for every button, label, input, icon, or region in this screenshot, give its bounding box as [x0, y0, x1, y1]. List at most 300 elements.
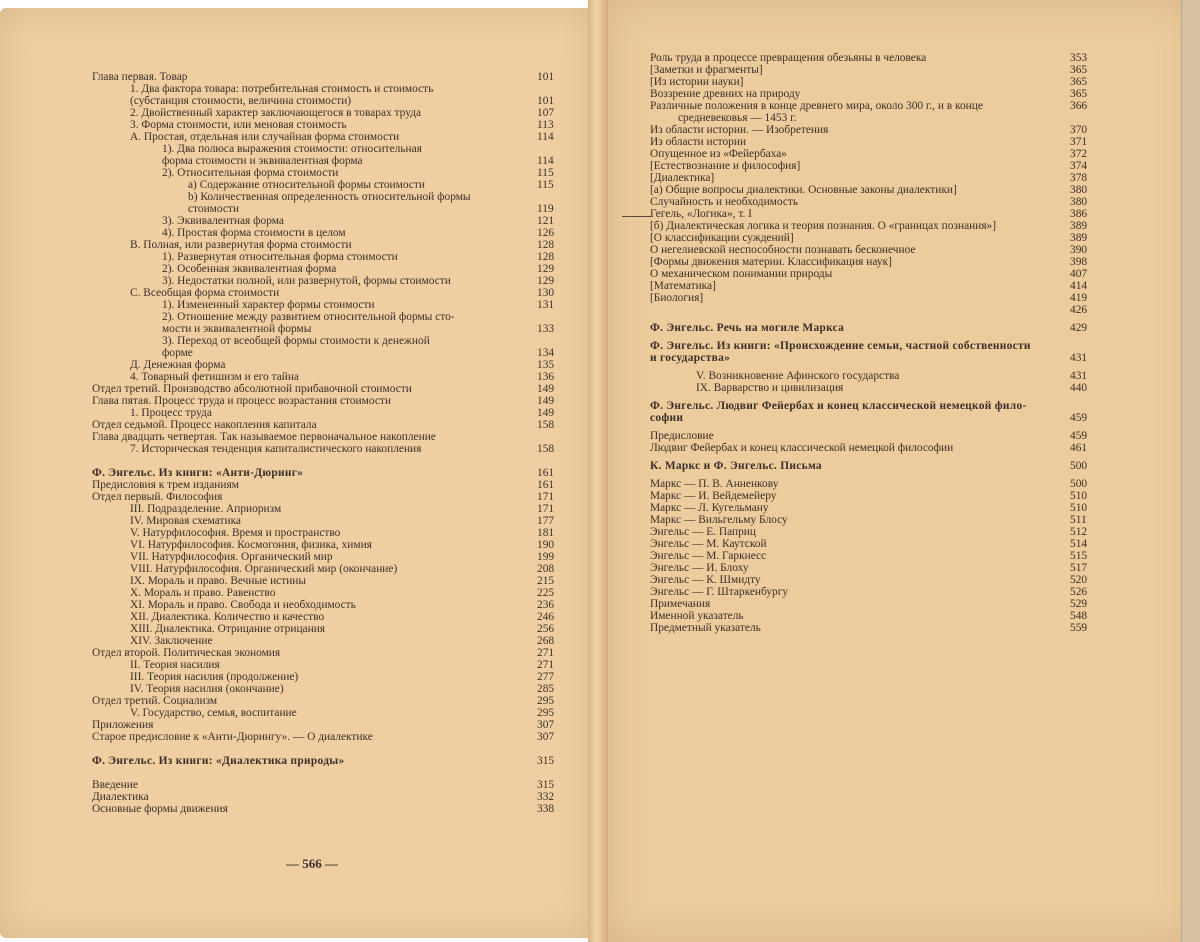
- toc-entry: [92, 395, 555, 407]
- toc-entry-page: 171: [537, 503, 555, 515]
- toc-entry: [92, 71, 555, 83]
- toc-entry: [696, 382, 1088, 394]
- toc-entry-title: VI. Натурфилософия. Космогония, физика, химия: [130, 539, 372, 551]
- toc-entry-title: [б) Диалектическая логика и теория познания. О «границах познания»]: [650, 220, 997, 232]
- toc-entry-page: 129: [537, 275, 555, 287]
- toc-entry-title: мости и эквивалентной формы: [162, 323, 312, 335]
- toc-entry-title: III. Подразделение. Априоризм: [130, 503, 282, 515]
- toc-entry-title: А. Простая, отдельная или случайная форма стоимости: [130, 131, 400, 143]
- toc-entry-page: 559: [1070, 622, 1088, 634]
- toc-entry-title: XI. Мораль и право. Свобода и необходимость: [130, 599, 356, 611]
- toc-entry: [650, 478, 1088, 490]
- toc-entry-page: 419: [1070, 292, 1088, 304]
- toc-entry-page: 459: [1070, 430, 1088, 442]
- toc-entry-title: [Формы движения материи. Классификация наук]: [650, 256, 892, 268]
- toc-entry: [650, 292, 1088, 304]
- toc-entry-title: Глава первая. Товар: [92, 71, 188, 83]
- toc-entry-title: IX. Варварство и цивилизация: [696, 382, 844, 394]
- toc-entry-title: Случайность и необходимость: [650, 196, 799, 208]
- toc-entry: [696, 370, 1088, 382]
- toc-entry-page: 526: [1070, 586, 1088, 598]
- toc-entry: [92, 779, 555, 791]
- toc-entry: [92, 755, 555, 767]
- toc-entry-page: 135: [537, 359, 555, 371]
- toc-entry: [130, 683, 555, 695]
- toc-entry-page: 511: [1070, 514, 1087, 526]
- toc-entry: [92, 431, 436, 443]
- toc-entry-title: О механическом понимании природы: [650, 268, 833, 280]
- toc-entry: [650, 256, 1088, 268]
- toc-entry-title: IX. Мораль и право. Вечные истины: [130, 575, 307, 587]
- toc-entry-title: XIV. Заключение: [130, 635, 213, 647]
- toc-entry-page: 101: [537, 71, 555, 83]
- toc-entry-title: VIII. Натурфилософия. Органический мир (окончание): [130, 563, 398, 575]
- toc-entry: [130, 287, 555, 299]
- toc-entry-title: [Естествознание и философия]: [650, 160, 801, 172]
- toc-entry-title: форма стоимости и эквивалентная форма: [162, 155, 363, 167]
- toc-entry: [650, 208, 1088, 220]
- toc-entry-title: Предисловия к трем изданиям: [92, 479, 239, 491]
- toc-entry-title: 4). Простая форма стоимости в целом: [162, 227, 346, 239]
- toc-entry: [130, 515, 555, 527]
- toc-entry: [162, 323, 555, 335]
- toc-entry-page: 113: [537, 119, 554, 131]
- toc-entry-title: Основные формы движения: [92, 803, 228, 815]
- toc-entry-title: Отдел первый. Философия: [92, 491, 223, 503]
- toc-entry-page: 114: [537, 155, 554, 167]
- toc-entry: [650, 400, 1027, 412]
- toc-entry: [130, 359, 555, 371]
- toc-entry-title: Ф. Энгельс. Из книги: «Происхождение семьи, частной собственности: [650, 340, 1031, 352]
- toc-entry-title: Энгельс — Г. Штаркенбургу: [650, 586, 789, 598]
- toc-entry-title: 1). Развернутая относительная форма стоимости: [162, 251, 398, 263]
- pencil-mark: [622, 216, 652, 217]
- toc-entry: [650, 232, 1088, 244]
- toc-entry-title: 3). Недостатки полной, или развернутой, формы стоимости: [162, 275, 451, 287]
- toc-entry-page: 271: [537, 647, 555, 659]
- toc-entry: [92, 491, 555, 503]
- toc-entry-page: 372: [1070, 148, 1088, 160]
- toc-entry-title: X. Мораль и право. Равенство: [130, 587, 276, 599]
- toc-entry-page: 371: [1070, 136, 1088, 148]
- toc-entry: [650, 280, 1088, 292]
- toc-entry-page: 171: [537, 491, 555, 503]
- toc-entry-title: Энгельс — И. Блоху: [650, 562, 749, 574]
- toc-entry-page: 548: [1070, 610, 1088, 622]
- toc-entry: [130, 551, 555, 563]
- toc-entry: [130, 623, 555, 635]
- toc-entry: [130, 131, 554, 143]
- toc-entry-title: [Заметки и фрагменты]: [650, 64, 763, 76]
- toc-entry-title: Отдел седьмой. Процесс накопления капитала: [92, 419, 317, 431]
- toc-entry: [162, 263, 555, 275]
- toc-entry-page: 236: [537, 599, 555, 611]
- toc-entry-page: 130: [537, 287, 555, 299]
- toc-entry-title: 3. Форма стоимости, или меновая стоимость: [130, 119, 347, 131]
- toc-entry-page: 199: [537, 551, 555, 563]
- toc-entry-title: С. Всеобщая форма стоимости: [130, 287, 280, 299]
- toc-entry: [92, 383, 555, 395]
- toc-entry: [650, 586, 1088, 598]
- toc-entry: [162, 227, 555, 239]
- toc-entry-page: 332: [537, 791, 555, 803]
- toc-entry-page: 246: [537, 611, 555, 623]
- toc-entry: [650, 88, 1088, 100]
- toc-entry-title: Введение: [92, 779, 138, 791]
- toc-entry: [650, 76, 1088, 88]
- toc-entry-title: 2). Отношение между развитием относительной формы сто-: [162, 311, 455, 323]
- toc-entry-title: [О классификации суждений]: [650, 232, 794, 244]
- toc-entry: [130, 611, 555, 623]
- toc-entry-title: Глава двадцать четвертая. Так называемое первоначальное накопление: [92, 431, 436, 443]
- toc-entry: [650, 148, 1088, 160]
- toc-entry-title: 2. Двойственный характер заключающегося в товарах труда: [130, 107, 422, 119]
- toc-entry-title: Опущенное из «Фейербаха»: [650, 148, 787, 160]
- toc-entry-page: 161: [537, 467, 555, 479]
- toc-entry: [650, 196, 1088, 208]
- toc-entry-page: 271: [537, 659, 555, 671]
- toc-entry-page: 129: [537, 263, 555, 275]
- toc-entry: [678, 112, 796, 124]
- toc-entry-page: 149: [537, 407, 555, 419]
- toc-entry-title: XII. Диалектика. Количество и качество: [130, 611, 325, 623]
- toc-entry-title: Диалектика: [92, 791, 149, 803]
- toc-entry-title: b) Количественная определенность относительной формы: [188, 191, 471, 203]
- toc-entry: [650, 514, 1087, 526]
- toc-entry-page: 389: [1070, 232, 1088, 244]
- toc-entry-page: 215: [537, 575, 555, 587]
- toc-entry: [92, 719, 555, 731]
- toc-entry-title: IV. Мировая схематика: [130, 515, 241, 527]
- toc-entry-title: Энгельс — К. Шмидту: [650, 574, 761, 586]
- toc-entry-page: 177: [537, 515, 555, 527]
- toc-entry-title: Ф. Энгельс. Речь на могиле Маркса: [650, 322, 845, 334]
- toc-entry: [650, 430, 1088, 442]
- toc-entry-page: 149: [537, 395, 555, 407]
- toc-entry-title: XIII. Диалектика. Отрицание отрицания: [130, 623, 326, 635]
- toc-entry-page: 520: [1070, 574, 1088, 586]
- toc-entry-page: 128: [537, 239, 555, 251]
- toc-entry: [92, 791, 555, 803]
- toc-entry-title: IV. Теория насилия (окончание): [130, 683, 284, 695]
- toc-entry: [162, 275, 555, 287]
- toc-entry-page: 190: [537, 539, 555, 551]
- toc-entry-title: средневековья — 1453 г.: [678, 112, 797, 124]
- toc-entry-page: 277: [537, 671, 555, 683]
- toc-entry-title: [Диалектика]: [650, 172, 715, 184]
- toc-entry: [650, 160, 1088, 172]
- toc-entry-title: Примечания: [650, 598, 711, 610]
- toc-entry-page: 181: [537, 527, 555, 539]
- toc-entry-title: Роль труда в процессе превращения обезьяны в человека: [650, 52, 927, 64]
- toc-entry-title: Отдел третий. Социализм: [92, 695, 218, 707]
- toc-entry-title: Д. Денежная форма: [130, 359, 226, 371]
- toc-entry: [650, 562, 1088, 574]
- toc-entry: [650, 610, 1088, 622]
- toc-entry-page: 295: [537, 707, 555, 719]
- toc-entry-page: 126: [537, 227, 555, 239]
- toc-entry-page: 365: [1070, 88, 1088, 100]
- toc-entry-title: Гегель, «Логика», т. I: [650, 208, 752, 220]
- toc-entry: [130, 239, 555, 251]
- toc-entry-title: 2). Относительная форма стоимости: [162, 167, 339, 179]
- toc-entry-page: 459: [1070, 412, 1088, 424]
- toc-entry: [92, 695, 555, 707]
- toc-entry: [188, 203, 554, 215]
- toc-entry: [188, 191, 471, 203]
- toc-entry-page: 161: [537, 479, 555, 491]
- toc-entry: [650, 340, 1031, 352]
- toc-entry-page: 380: [1070, 196, 1088, 208]
- toc-entry: [130, 371, 555, 383]
- toc-entry: [650, 52, 1088, 64]
- toc-entry-page: 431: [1070, 352, 1088, 364]
- toc-entry-page: 315: [537, 755, 555, 767]
- toc-entry: [650, 124, 1088, 136]
- toc-entry: [130, 83, 433, 95]
- toc-entry-title: III. Теория насилия (продолжение): [130, 671, 299, 683]
- toc-entry-title: [а) Общие вопросы диалектики. Основные законы диалектики]: [650, 184, 957, 196]
- toc-entry-page: 315: [537, 779, 555, 791]
- book-spine: [588, 0, 610, 942]
- toc-entry-page: 374: [1070, 160, 1088, 172]
- toc-entry-page: 500: [1070, 478, 1088, 490]
- toc-entry: [130, 407, 555, 419]
- toc-entry: [162, 335, 430, 347]
- toc-entry-title: Маркс — Вильгельму Блосу: [650, 514, 788, 526]
- toc-entry: [162, 311, 455, 323]
- toc-entry-page: 158: [537, 443, 555, 455]
- toc-entry-page: 131: [537, 299, 555, 311]
- toc-entry-page: 515: [1070, 550, 1088, 562]
- toc-entry: [650, 412, 1088, 424]
- toc-entry: [162, 251, 555, 263]
- toc-entry-page: 378: [1070, 172, 1088, 184]
- toc-entry-title: II. Теория насилия: [130, 659, 220, 671]
- toc-entry: [130, 671, 555, 683]
- book-cover-edge: [1181, 0, 1200, 942]
- toc-entry: [650, 442, 1088, 454]
- toc-entry-page: 398: [1070, 256, 1088, 268]
- toc-entry: [130, 587, 555, 599]
- toc-entry: [162, 167, 554, 179]
- toc-entry: [650, 526, 1088, 538]
- toc-entry: [162, 155, 554, 167]
- toc-entry-page: 128: [537, 251, 555, 263]
- toc-entry: [650, 322, 1088, 334]
- toc-entry-page: 307: [537, 731, 555, 743]
- toc-entry-title: [Математика]: [650, 280, 716, 292]
- toc-entry: [130, 635, 555, 647]
- toc-entry-title: Энгельс — М. Гаркнесс: [650, 550, 767, 562]
- toc-entry: [650, 538, 1088, 550]
- toc-entry-title: стоимости: [188, 203, 239, 215]
- toc-entry-page: 461: [1070, 442, 1088, 454]
- toc-entry-title: К. Маркс и Ф. Энгельс. Письма: [650, 460, 822, 472]
- toc-entry-page: 295: [537, 695, 555, 707]
- toc-entry-title: a) Содержание относительной формы стоимости: [188, 179, 425, 191]
- toc-entry-page: 285: [537, 683, 555, 695]
- toc-entry-page: 136: [537, 371, 555, 383]
- toc-entry-page: 407: [1070, 268, 1088, 280]
- toc-entry-page: 380: [1070, 184, 1088, 196]
- toc-entry-title: VII. Натурфилософия. Органический мир: [130, 551, 333, 563]
- toc-entry-page: 115: [537, 167, 554, 179]
- toc-entry-page: 256: [537, 623, 555, 635]
- toc-entry: [130, 443, 555, 455]
- toc-entry-title: Именной указатель: [650, 610, 744, 622]
- toc-entry-title: Ф. Энгельс. Из книги: «Анти-Дюринг»: [92, 467, 304, 479]
- toc-entry-title: О негелиевской неспособности познавать бесконечное: [650, 244, 916, 256]
- toc-entry-title: 4. Товарный фетишизм и его тайна: [130, 371, 299, 383]
- toc-entry-title: Энгельс — М. Каутской: [650, 538, 767, 550]
- toc-entry: [650, 352, 1088, 364]
- toc-entry-page: 208: [537, 563, 555, 575]
- toc-entry-title: 3). Переход от всеобщей формы стоимости к денежной: [162, 335, 430, 347]
- toc-entry: [92, 479, 555, 491]
- toc-entry-title: В. Полная, или развернутая форма стоимости: [130, 239, 352, 251]
- toc-entry-page: 389: [1070, 220, 1088, 232]
- toc-entry: [130, 563, 555, 575]
- toc-entry-title: 1. Процесс труда: [130, 407, 212, 419]
- toc-entry-title: 1). Измененный характер формы стоимости: [162, 299, 375, 311]
- toc-entry-title: Отдел второй. Политическая экономия: [92, 647, 281, 659]
- toc-entry-page: 268: [537, 635, 555, 647]
- toc-entry: [162, 299, 555, 311]
- toc-entry-title: Маркс — П. В. Анненкову: [650, 478, 779, 490]
- toc-entry-page: 365: [1070, 76, 1088, 88]
- toc-entry-page: 370: [1070, 124, 1088, 136]
- toc-entry-title: форме: [162, 347, 193, 359]
- toc-entry: [130, 95, 555, 107]
- toc-entry: [130, 659, 555, 671]
- toc-entry: [92, 419, 555, 431]
- toc-entry-page: 121: [537, 215, 555, 227]
- toc-entry: [130, 503, 555, 515]
- toc-entry-title: 2). Особенная эквивалентная форма: [162, 263, 337, 275]
- toc-entry-title: Из области истории. — Изобретения: [650, 124, 829, 136]
- toc-entry: [188, 179, 554, 191]
- toc-entry-title: Ф. Энгельс. Из книги: «Диалектика природы»: [92, 755, 345, 767]
- toc-entry-title: Различные положения в конце древнего мира, около 300 г., и в конце: [650, 100, 983, 112]
- toc-entry: [92, 803, 555, 815]
- page-number: — 566 —: [286, 856, 338, 871]
- toc-entry-page: 115: [537, 179, 554, 191]
- toc-entry-page: 119: [537, 203, 554, 215]
- toc-entry-title: Маркс — И. Вейдемейеру: [650, 490, 777, 502]
- toc-entry-page: 225: [537, 587, 555, 599]
- toc-entry: [650, 172, 1088, 184]
- toc-entry-page: 431: [1070, 370, 1088, 382]
- toc-entry-page: 107: [537, 107, 555, 119]
- toc-entry: [92, 731, 555, 743]
- toc-entry: [650, 184, 1088, 196]
- toc-entry: [650, 622, 1088, 634]
- toc-entry-page: 158: [537, 419, 555, 431]
- toc-entry: [650, 136, 1088, 148]
- toc-entry: [650, 550, 1088, 562]
- toc-entry-page: 517: [1070, 562, 1088, 574]
- toc-entry: [650, 220, 1088, 232]
- toc-entry: [162, 347, 555, 359]
- toc-entry-title: 3). Эквивалентная форма: [162, 215, 284, 227]
- toc-entry: [162, 143, 422, 155]
- toc-entry-title: [Из истории науки]: [650, 76, 744, 88]
- toc-entry-title: 1. Два фактора товара: потребительная стоимость и стоимость: [130, 83, 434, 95]
- toc-entry-page: 426: [1070, 304, 1088, 316]
- toc-entry-title: Приложения: [92, 719, 154, 731]
- toc-entry-page: 510: [1070, 502, 1088, 514]
- toc-entry-title: Предисловие: [650, 430, 714, 442]
- toc-entry: [130, 575, 555, 587]
- toc-entry-title: Отдел третий. Производство абсолютной прибавочной стоимости: [92, 383, 412, 395]
- toc-entry-title: 7. Историческая тенденция капиталистического накопления: [130, 443, 422, 455]
- toc-entry-page: 366: [1070, 100, 1088, 112]
- toc-entry: [650, 490, 1088, 502]
- toc-entry-title: V. Государство, семья, воспитание: [130, 707, 297, 719]
- toc-entry: [650, 244, 1088, 256]
- toc-entry-page: 114: [537, 131, 554, 143]
- toc-entry-page: 307: [537, 719, 555, 731]
- toc-entry: [130, 707, 555, 719]
- toc-entry-title: Старое предисловие к «Анти-Дюрингу». — О диалектике: [92, 731, 373, 743]
- toc-entry-page: 149: [537, 383, 555, 395]
- toc-entry-page: 512: [1070, 526, 1088, 538]
- toc-entry-page: 500: [1070, 460, 1088, 472]
- toc-entry: [650, 502, 1088, 514]
- toc-entry: [650, 460, 1088, 472]
- toc-entry-page: 101: [537, 95, 555, 107]
- toc-entry: [130, 119, 554, 131]
- toc-entry-title: и государства»: [650, 352, 731, 364]
- toc-entry-page: 353: [1070, 52, 1088, 64]
- toc-entry: [92, 467, 555, 479]
- toc-entry: [650, 100, 1088, 112]
- toc-entry-title: Маркс — Л. Кугельману: [650, 502, 769, 514]
- toc-entry-page: 338: [537, 803, 555, 815]
- toc-entry-title: софии: [650, 412, 684, 424]
- toc-entry-title: Предметный указатель: [650, 622, 761, 634]
- toc-entry-title: Людвиг Фейербах и конец классической немецкой философии: [650, 442, 954, 454]
- toc-entry-page: 390: [1070, 244, 1088, 256]
- toc-entry-title: V. Натурфилософия. Время и пространство: [130, 527, 341, 539]
- toc-entry-title: Глава пятая. Процесс труда и процесс возрастания стоимости: [92, 395, 391, 407]
- toc-entry-title: V. Возникновение Афинского государства: [696, 370, 900, 382]
- toc-entry: [650, 598, 1088, 610]
- toc-entry-title: Воззрение древних на природу: [650, 88, 801, 100]
- toc-entry-title: Ф. Энгельс. Людвиг Фейербах и конец классической немецкой фило-: [650, 400, 1027, 412]
- toc-entry: [650, 574, 1088, 586]
- toc-entry-title: Из области истории: [650, 136, 747, 148]
- toc-entry: [650, 268, 1088, 280]
- toc-entry: [130, 599, 555, 611]
- toc-entry-page: 514: [1070, 538, 1088, 550]
- toc-entry-page: 440: [1070, 382, 1088, 394]
- toc-entry-page: 429: [1070, 322, 1088, 334]
- toc-entry-page: 510: [1070, 490, 1088, 502]
- toc-entry: [92, 647, 555, 659]
- toc-entry-title: [Биология]: [650, 292, 704, 304]
- toc-entry-page: 133: [537, 323, 555, 335]
- toc-entry-page: 414: [1070, 280, 1088, 292]
- toc-entry: [650, 64, 1088, 76]
- toc-entry-title: 1). Два полюса выражения стоимости: относительная: [162, 143, 422, 155]
- toc-entry: [162, 215, 555, 227]
- toc-entry-title: Энгельс — Е. Паприц: [650, 526, 756, 538]
- toc-entry: [130, 107, 555, 119]
- toc-entry-page: 529: [1070, 598, 1088, 610]
- toc-entry-page: 365: [1070, 64, 1088, 76]
